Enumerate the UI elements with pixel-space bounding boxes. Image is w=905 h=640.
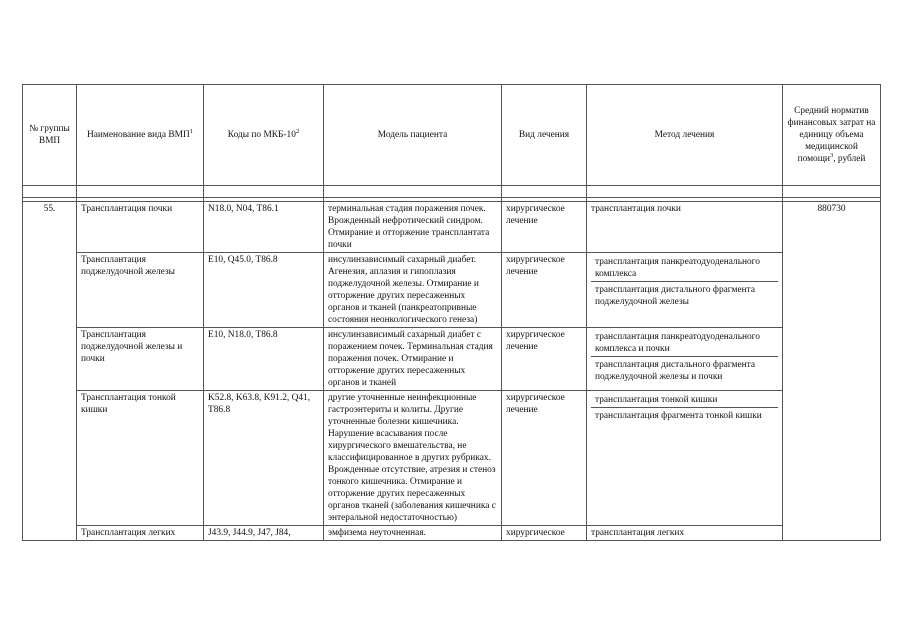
treatment-type: хирургическое лечение — [502, 391, 587, 526]
header-patient-model: Модель пациента — [324, 85, 502, 186]
treatment-method: трансплантация легких — [587, 526, 783, 541]
patient-model: другие уточненные неинфекционные гастроэнтериты и колиты. Другие уточненные болезни кишечника. Нарушение всасывания после хирургического вмешательства, не классифицированное в других рубриках. Врожденные отсутствие, атрезия и стеноз тонкого кишечника. Отмирание и отторжение других пересаженных органов тканей (заболевания кишечника с энтеральной недостаточностью) — [324, 391, 502, 526]
treatment-type: хирургическое лечение — [502, 202, 587, 253]
treatment-method: трансплантация дистального фрагмента поджелудочной железы и почки — [591, 356, 778, 384]
patient-model: терминальная стадия поражения почек. Врожденный нефротический синдром. Отмирание и отторжение трансплантата почки — [324, 202, 502, 253]
patient-model: инсулинзависимый сахарный диабет с поражением почек. Терминальная стадия поражения почек. Отмирание и отторжение других пересаженных органов и тканей — [324, 328, 502, 391]
patient-model: инсулинзависимый сахарный диабет. Агенезия, аплазия и гипоплазия поджелудочной железы. Отмирание и отторжение других пересаженных органов и тканей (панкреатопривные состояния неонкологического генеза) — [324, 253, 502, 328]
icd-codes: K52.8, K63.8, K91.2, Q41, T86.8 — [204, 391, 324, 526]
patient-model: эмфизема неуточненная. — [324, 526, 502, 541]
table-row-small-intestine — [23, 391, 881, 526]
icd-codes: N18.0, N04, T86.1 — [204, 202, 324, 253]
treatment-method: трансплантация панкреатодуоденального комплекса и почки — [595, 332, 760, 354]
treatment-methods — [587, 328, 783, 391]
treatment-method: трансплантация фрагмента тонкой кишки — [591, 407, 778, 423]
vmp-name: Трансплантация тонкой кишки — [77, 391, 204, 526]
treatment-type: хирургическое — [502, 526, 587, 541]
spacer-row — [23, 186, 881, 198]
vmp-table — [22, 84, 881, 541]
average-cost: 880730 — [783, 202, 881, 541]
footnote-mark: 2 — [295, 127, 300, 135]
header-treatment-method: Метод лечения — [587, 85, 783, 186]
treatment-methods — [587, 253, 783, 328]
treatment-methods — [587, 391, 783, 526]
header-group-number: № группы ВМП — [23, 85, 77, 186]
vmp-name: Трансплантация поджелудочной железы и почки — [77, 328, 204, 391]
header-icd-codes: Коды по МКБ-$10^2$ — [204, 85, 324, 186]
treatment-method: трансплантация панкреатодуоденального комплекса — [595, 257, 760, 279]
table-row-lungs — [23, 526, 881, 541]
header-average-cost: Средний норматив финансовых затрат на единицу объема медицинской помощи$^3$, рублей — [783, 85, 881, 186]
treatment-type: хирургическое лечение — [502, 328, 587, 391]
vmp-name: Трансплантация легких — [77, 526, 204, 541]
header-row — [23, 85, 881, 186]
group-number: 55. — [23, 202, 77, 541]
table-row-kidney — [23, 202, 881, 253]
treatment-method: трансплантация дистального фрагмента поджелудочной железы — [591, 281, 778, 309]
treatment-type: хирургическое лечение — [502, 253, 587, 328]
icd-codes: J43.9, J44.9, J47, J84, — [204, 526, 324, 541]
header-treatment-type: Вид лечения — [502, 85, 587, 186]
icd-codes: E10, Q45.0, T86.8 — [204, 253, 324, 328]
footnote-mark: 1 — [189, 127, 194, 135]
footnote-mark: 3 — [829, 151, 834, 159]
table-row-pancreas-kidney — [23, 328, 881, 391]
vmp-name: Трансплантация почки — [77, 202, 204, 253]
vmp-name: Трансплантация поджелудочной железы — [77, 253, 204, 328]
treatment-method: трансплантация почки — [587, 202, 783, 253]
table-row-pancreas — [23, 253, 881, 328]
header-vmp-name: Наименование вида ВМП$^1$ — [77, 85, 204, 186]
icd-codes: E10, N18.0, T86.8 — [204, 328, 324, 391]
treatment-method: трансплантация тонкой кишки — [595, 395, 718, 405]
